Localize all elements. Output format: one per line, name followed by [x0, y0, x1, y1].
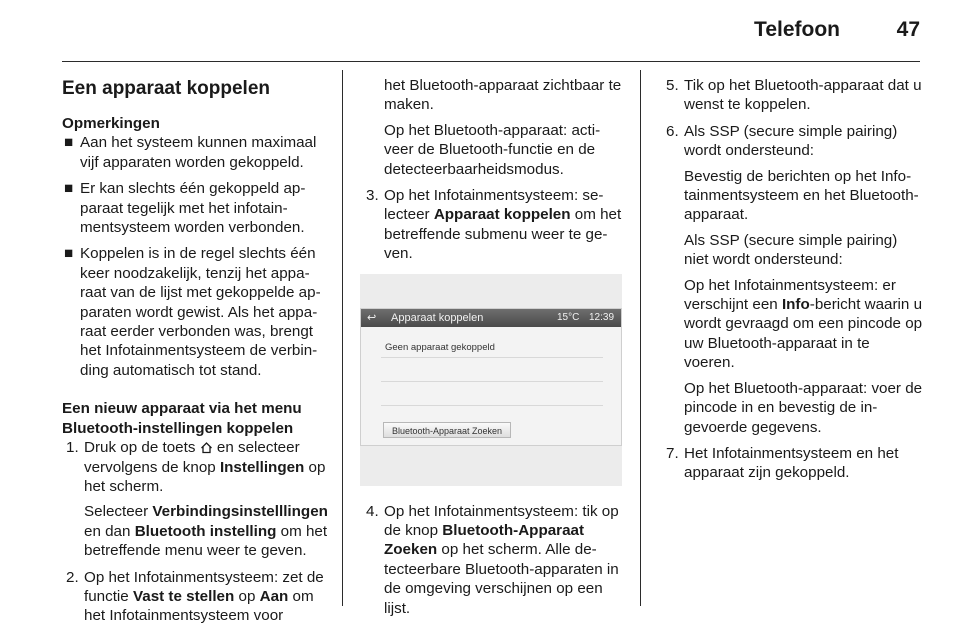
step-bold: Apparaat koppelen [433, 206, 571, 224]
list-separator [381, 357, 603, 358]
notes-title: Opmerkingen [62, 115, 160, 132]
note-item [62, 179, 328, 237]
step-text: Het Infotainmentsysteem en het apparaat zijn gekoppeld. [684, 444, 899, 482]
step-text: Op het Infotainmentsysteem: er verschijnt een [684, 276, 896, 314]
step-5 [662, 76, 924, 115]
status-text: Geen apparaat gekoppeld [385, 341, 495, 353]
step-text: Op het Bluetooth-apparaat: voer de pincode in en bevestig de ingevoerde gegevens. [684, 379, 923, 436]
step-text: Op het Infotainmentsysteem: tik op de knop [384, 502, 619, 540]
step-bold: Aan [259, 587, 289, 605]
step-text: op [234, 587, 260, 605]
step-text: Op het Bluetooth-apparaat: activeer de Bluetooth-functie en de detecteerbaarheidsmodus. [384, 121, 601, 178]
step-text: Tik op het Bluetooth-apparaat dat u wenst te koppelen. [684, 77, 922, 114]
note-text: Er kan slechts één gekoppeld apparaat tegelijk met het infotainmentsysteem worden verbonden. [80, 180, 306, 237]
screen-title: Apparaat koppelen [391, 311, 484, 324]
step-bold: Verbindingsinstelllingen [152, 503, 328, 521]
step-number: 7. [666, 444, 679, 462]
column-1 [62, 70, 328, 633]
step-2-continued [362, 76, 624, 179]
step-bold: Bluetooth-Apparaat Zoeken [384, 522, 585, 559]
screenshot-figure [360, 274, 622, 486]
step-4 [362, 502, 624, 618]
list-separator [381, 381, 603, 382]
note-text: Aan het systeem kunnen maximaal vijf apparaten worden gekoppeld. [80, 134, 317, 171]
step-bold: Info [781, 296, 810, 314]
step-number: 2. [66, 568, 79, 586]
subheading: Een nieuw apparaat via het menu Bluetooth-instellingen koppelen [62, 400, 302, 437]
bluetooth-search-button[interactable]: Bluetooth-Apparaat Zoeken [383, 422, 511, 438]
column-divider-1 [342, 70, 343, 606]
back-icon[interactable]: ↩ [367, 311, 377, 324]
page-number: 47 [896, 18, 920, 41]
step-text: en selecteer vervolgens de knop [84, 439, 300, 476]
step-text: Op het Infotainmentsysteem: zet de functie [84, 568, 324, 605]
step-text: op het scherm. [84, 458, 326, 495]
step-number: 3. [366, 187, 379, 205]
screen-title-bar [361, 309, 621, 327]
step-text: om het Infotainmentsysteem voor [84, 587, 314, 625]
step-bold: Instellingen [219, 458, 305, 476]
page-title: Telefoon [754, 18, 840, 41]
step-3 [362, 186, 624, 264]
bullet-mark: ■ [64, 134, 74, 152]
step-text: om het betreffende submenu weer te geven. [384, 206, 622, 263]
step-2 [62, 568, 328, 626]
column-3 [662, 76, 924, 490]
step-text: Als SSP (secure simple pairing) wordt ondersteund: [684, 122, 898, 160]
step-text: Bevestig de berichten op het Infotainmentsysteem en het Bluetooth-apparaat. [684, 167, 919, 224]
step-text: om het betreffende menu weer te geven. [84, 522, 328, 560]
step-text: Druk op de toets [84, 439, 200, 457]
step-text: Selecteer [84, 503, 153, 521]
home-icon [200, 440, 213, 453]
step-number: 1. [66, 439, 79, 457]
step-7 [662, 444, 924, 483]
bullet-mark: ■ [64, 245, 74, 263]
section-heading: Een apparaat koppelen [62, 78, 271, 99]
header-rule [62, 61, 920, 62]
list-separator [381, 405, 603, 406]
note-text: Koppelen is in de regel slechts één keer noodzakelijk, tenzij het apparaat van de lijst met gekoppelde apparaten wordt gewist. Als het apparaat eerder verbonden was, brengt het Infotainmentsysteem de verbinding automatisch tot stand. [80, 245, 321, 379]
step-text: op het scherm. Alle detecteerbare Bluetooth-apparaten in de omgeving verschijnen op een lijst. [384, 541, 619, 617]
temperature-readout: 15°C [557, 311, 580, 323]
step-text: -bericht waarin u wordt gevraagd om een pincode op uw Bluetooth-apparaat in te voeren. [684, 296, 923, 372]
step-text: Als SSP (secure simple pairing) niet wordt ondersteund: [684, 231, 898, 269]
step-number: 4. [366, 502, 379, 520]
step-bold: Bluetooth instelling [134, 522, 277, 540]
note-item [62, 244, 328, 380]
step-text: het Bluetooth-apparaat zichtbaar te maken. [384, 77, 622, 114]
step-6 [662, 122, 924, 437]
column-divider-2 [640, 70, 641, 606]
infotainment-screen [360, 308, 622, 446]
step-number: 6. [666, 122, 679, 140]
step-number: 5. [666, 77, 679, 94]
page-header [62, 14, 920, 54]
column-2 [362, 76, 624, 625]
step-bold: Vast te stellen [132, 587, 235, 605]
step-1 [62, 438, 328, 560]
step-text: en dan [84, 522, 135, 540]
step-text: Op het Infotainmentsysteem: selecteer [384, 187, 604, 224]
clock-readout: 12:39 [589, 311, 615, 323]
note-item [62, 133, 328, 172]
bullet-mark: ■ [64, 180, 74, 198]
